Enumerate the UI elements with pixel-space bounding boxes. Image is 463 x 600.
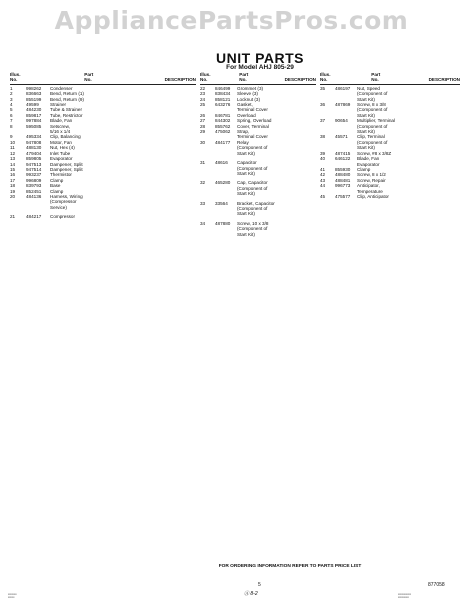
- part-row: [320, 183, 460, 194]
- part-number: 997884: [26, 118, 42, 124]
- part-number: 484136: [26, 193, 42, 199]
- part-description: Clamp: [357, 166, 371, 172]
- part-description: Blade, Fan Evaporator: [357, 156, 380, 167]
- part-row: [10, 214, 196, 219]
- part-number: 643276: [215, 102, 231, 108]
- illus-no: 1: [10, 85, 13, 91]
- part-description: Capacitor (Component of Start Kit): [237, 160, 268, 176]
- part-number: 487880: [215, 220, 231, 226]
- part-row: [200, 102, 316, 113]
- handwritten-mark: Ⓐ 8-2: [244, 591, 258, 597]
- part-description: Relay (Component of Start Kit): [237, 139, 268, 156]
- fine-print-right: ▪▪▪▪▪▪▪▪▪▪▪▪ ▪▪▪▪▪▪▪▪▪▪: [398, 592, 411, 599]
- part-number: 947513: [26, 161, 42, 167]
- part-description: Clip, Terminal (Component of Start Kit): [357, 134, 388, 151]
- part-description: Evaporator: [50, 156, 73, 162]
- illus-no: 45: [320, 193, 326, 199]
- part-description: Base: [50, 183, 61, 189]
- illus-no: 12: [10, 150, 16, 156]
- part-row: [200, 160, 316, 176]
- part-description: Screw, Repair: [357, 177, 386, 183]
- illus-no: 11: [10, 145, 15, 151]
- illus-no: 4: [10, 102, 13, 108]
- illus-no: 25: [200, 102, 206, 108]
- illus-no: 8: [10, 123, 13, 129]
- part-description: Inlet Tube: [50, 150, 71, 156]
- header-description: DESCRIPTION: [284, 77, 316, 83]
- part-description: Multiplier, Terminal (Component of Start Kit): [357, 118, 395, 135]
- illus-no: 30: [200, 139, 206, 145]
- header-illus-no: Illus. No.: [320, 72, 331, 83]
- part-number: 495334: [26, 134, 42, 140]
- part-number: 846499: [215, 85, 231, 91]
- part-row: [320, 156, 460, 167]
- part-row: [10, 194, 196, 210]
- part-number: 486197: [335, 85, 351, 91]
- part-description: Spring, Overload: [237, 118, 272, 124]
- part-description: Compressor: [50, 214, 76, 220]
- illus-no: 3: [10, 96, 13, 102]
- illus-no: 37: [320, 118, 326, 124]
- part-description: Harness, Wiring (Compressor Service): [50, 193, 83, 210]
- illus-no: 24: [200, 96, 206, 102]
- page-title: UNIT PARTS: [216, 50, 304, 66]
- part-number: 90654: [335, 118, 348, 124]
- part-number: 852451: [26, 188, 42, 194]
- part-number: 487869: [335, 102, 351, 108]
- part-row: [320, 86, 460, 102]
- part-number: 646122: [335, 156, 351, 162]
- illus-no: 38: [320, 134, 326, 140]
- part-number: 595085: [26, 123, 42, 129]
- part-description: Sleeve (3): [237, 91, 258, 97]
- header-illus-no: Illus. No.: [200, 72, 211, 83]
- part-number: 859817: [26, 112, 42, 118]
- part-number: 465280: [215, 180, 231, 186]
- illus-no: 44: [320, 183, 326, 189]
- part-description: Clip, Anticipator: [357, 193, 389, 199]
- illus-no: 35: [320, 85, 326, 91]
- part-description: Motor, Fan: [50, 139, 72, 145]
- illus-no: 32: [200, 180, 206, 186]
- illus-no: 19: [10, 188, 16, 194]
- page-number: 5: [258, 582, 261, 588]
- parts-column-2: [200, 72, 316, 237]
- part-description: Screw, #8 x 3/8Z: [357, 150, 392, 156]
- part-number: 484177: [215, 139, 231, 145]
- part-number: 484230: [26, 107, 42, 113]
- part-description: Blade, Fan: [50, 118, 73, 124]
- header-description: DESCRIPTION: [164, 77, 196, 83]
- part-description: Locknut (3): [237, 96, 260, 102]
- part-number: 49599: [26, 102, 39, 108]
- part-description: Screw, 10 x 3/8 (Component of Start Kit): [237, 220, 269, 237]
- illus-no: 10: [10, 139, 16, 145]
- part-number: 993237: [26, 172, 42, 178]
- part-number: 475577: [335, 193, 351, 199]
- illus-no: 17: [10, 177, 16, 183]
- illus-no: 40: [320, 156, 326, 162]
- part-number: 844302: [215, 118, 231, 124]
- part-description: Cap, Capacitor (Component of Start Kit): [237, 180, 268, 197]
- header-part-no: Part No.: [84, 72, 94, 83]
- illus-no: 33: [200, 200, 206, 206]
- illus-no: 22: [200, 85, 206, 91]
- column-header: [10, 72, 196, 85]
- part-number: 488130: [26, 145, 42, 151]
- illus-no: 2: [10, 91, 13, 97]
- illus-no: 16: [10, 172, 16, 178]
- part-description: Cover, Terminal: [237, 123, 269, 129]
- header-illus-no: Illus. No.: [10, 72, 21, 83]
- illus-no: 13: [10, 156, 16, 162]
- part-description: Anticipator, Temperature: [357, 183, 383, 194]
- part-description: Strainer: [50, 102, 67, 108]
- part-description: Dampener, Split: [50, 166, 83, 172]
- part-number: 846781: [215, 112, 231, 118]
- part-number: 855199: [26, 96, 42, 102]
- fine-print-left: ▪▪▪▪▪▪▪▪ ▪▪▪▪▪▪: [8, 592, 17, 599]
- illus-no: 26: [200, 112, 206, 118]
- illus-no: 28: [200, 123, 206, 129]
- part-number: 33564: [215, 200, 228, 206]
- part-description: Bracket, Capacitor (Component of Start Kit): [237, 200, 275, 217]
- part-row: [200, 221, 316, 237]
- column-header: [200, 72, 316, 85]
- parts-rows: [200, 86, 316, 237]
- part-row: [320, 134, 460, 150]
- illus-no: 36: [320, 102, 326, 108]
- part-description: Clamp: [50, 177, 64, 183]
- part-description: Clamp: [50, 188, 64, 194]
- part-description: Bend, Return (1): [50, 91, 84, 97]
- part-description: Screw, 8 x 1/2: [357, 172, 386, 178]
- illus-no: 31: [200, 160, 206, 166]
- part-description: Gasket, Terminal Cover: [237, 102, 268, 113]
- illus-no: 23: [200, 91, 206, 97]
- illus-no: 6: [10, 112, 13, 118]
- part-number: 48616: [215, 160, 228, 166]
- part-number: 479404: [26, 150, 42, 156]
- part-description: Clip, Balancing: [50, 134, 81, 140]
- part-number: 996809: [26, 177, 42, 183]
- part-description: Screw, 8 x 3/8 (Component of Start Kit): [357, 102, 388, 118]
- part-number: 855762: [215, 123, 231, 129]
- part-description: Overload: [237, 112, 256, 118]
- part-number: 484217: [26, 214, 42, 220]
- part-row: [200, 201, 316, 217]
- part-description: Thermistor: [50, 172, 72, 178]
- illus-no: 21: [10, 214, 16, 220]
- header-part-no: Part No.: [371, 72, 381, 83]
- part-number: 947808: [26, 139, 42, 145]
- illus-no: 15: [10, 166, 16, 172]
- part-description: Strap, Terminal Cover: [237, 129, 268, 140]
- watermark: AppliancePartsPros.com: [54, 6, 409, 35]
- part-row: [200, 180, 316, 196]
- part-description: Bend, Return (9): [50, 96, 84, 102]
- illus-no: 7: [10, 118, 13, 124]
- illus-no: 27: [200, 118, 206, 124]
- part-number: 45571: [335, 134, 348, 140]
- part-row: [320, 194, 460, 199]
- parts-rows: [320, 86, 460, 200]
- illus-no: 14: [10, 161, 16, 167]
- part-description: Grommet (3): [237, 85, 264, 91]
- part-row: [10, 124, 196, 135]
- part-description: Tube, Restrictor: [50, 112, 83, 118]
- document-code: 877058: [428, 582, 445, 588]
- illus-no: 29: [200, 129, 206, 135]
- illus-no: 18: [10, 183, 16, 189]
- part-number: 839793: [26, 183, 42, 189]
- part-number: 488480: [335, 172, 351, 178]
- part-row: [320, 102, 460, 118]
- part-row: [320, 118, 460, 134]
- header-description: DESCRIPTION: [428, 77, 460, 83]
- part-number: 996773: [335, 183, 351, 189]
- part-description: Nut, Hex (4): [50, 145, 75, 151]
- part-number: 947514: [26, 166, 42, 172]
- illus-no: 20: [10, 193, 16, 199]
- illus-no: 39: [320, 150, 326, 156]
- part-number: 475062: [215, 129, 231, 135]
- part-number: 836663: [26, 91, 42, 97]
- illus-no: 5: [10, 107, 13, 113]
- illus-no: 34: [200, 220, 206, 226]
- illus-no: 42: [320, 172, 326, 178]
- part-number: 487415: [335, 150, 351, 156]
- part-description: Setscrew, 5/16 x 1/4: [50, 123, 71, 135]
- part-number: 858121: [215, 96, 231, 102]
- illus-no: 43: [320, 177, 326, 183]
- part-number: 859805: [26, 156, 42, 162]
- part-description: Dampener, Split: [50, 161, 83, 167]
- part-description: Condenser: [50, 85, 73, 91]
- part-description: Nut, Speed (Component of Start Kit): [357, 85, 388, 102]
- parts-rows: [10, 86, 196, 220]
- part-row: [200, 129, 316, 140]
- model-subtitle: For Model AHJ 805-29: [226, 64, 294, 71]
- illus-no: 41: [320, 166, 326, 172]
- part-row: [200, 140, 316, 156]
- parts-column-3: [320, 72, 460, 199]
- part-description: Tube & Strainer: [50, 107, 83, 113]
- parts-column-1: [10, 72, 196, 220]
- header-part-no: Part No.: [239, 72, 249, 83]
- part-number: 838434: [215, 91, 231, 97]
- part-number: 998262: [26, 85, 42, 91]
- part-number: 855930: [335, 166, 351, 172]
- column-header: [320, 72, 460, 85]
- illus-no: 9: [10, 134, 13, 140]
- ordering-note: FOR ORDERING INFORMATION REFER TO PARTS PRICE LIST: [218, 564, 362, 569]
- part-number: 488481: [335, 177, 351, 183]
